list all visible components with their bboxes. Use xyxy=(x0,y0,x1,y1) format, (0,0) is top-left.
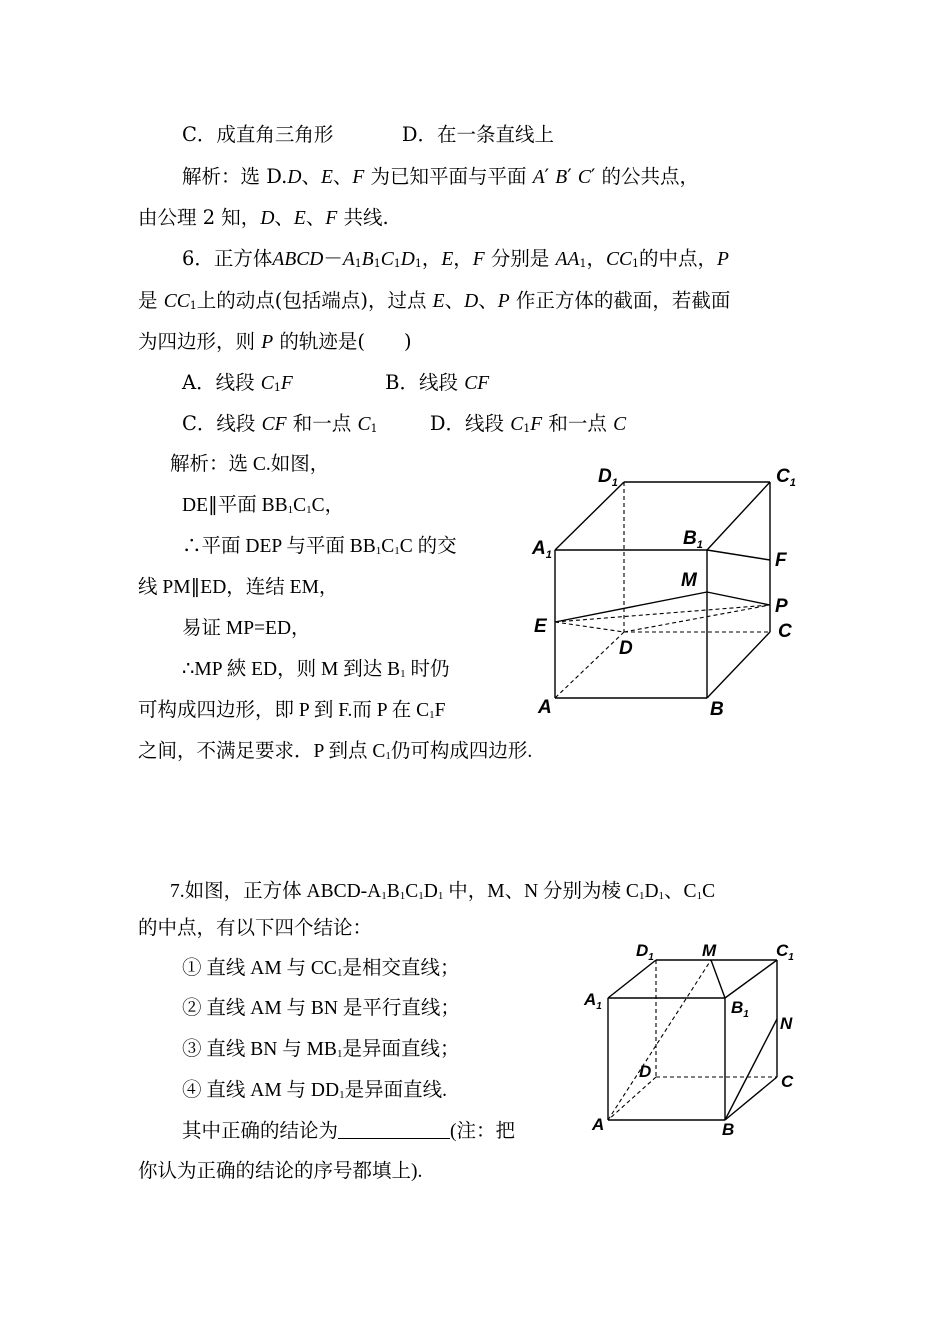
cube-1-edges xyxy=(555,482,770,698)
answer-blank[interactable] xyxy=(338,1120,450,1139)
q7-conclusion-4: ④ 直线 AM 与 $DD_1$是异面直线. xyxy=(182,1080,447,1101)
label-C1: $C_1$ xyxy=(776,466,796,489)
label-C: C xyxy=(781,1072,794,1091)
q6-solution-line4: 线 PM∥ED，连结 EM， xyxy=(138,577,339,598)
cube-2-hidden-edges xyxy=(608,960,777,1120)
q6-stem-line1: 6．正方体$ABCD-A_1B_1C_1D_1$，E，F 分别是 $AA_1$，$CC_1$的中点，P xyxy=(182,247,729,270)
label-A1: $A_1$ xyxy=(532,538,552,561)
label-B1: $B_1$ xyxy=(683,528,703,551)
q7-conclusion-1: ① 直线 AM 与 $CC_1$是相交直线； xyxy=(182,958,460,979)
label-C1: $C_1$ xyxy=(776,941,794,963)
cube-figure-1 xyxy=(525,455,815,725)
label-D: D xyxy=(639,1062,652,1081)
label-E: E xyxy=(534,616,547,637)
q6-options-cd xyxy=(182,411,626,442)
q7-conclusion-3: ③ 直线 BN 与 $MB_1$是异面直线； xyxy=(182,1039,460,1060)
label-A: A xyxy=(592,1115,605,1134)
q7-answer-line: 其中正确的结论为 (注：把 xyxy=(182,1121,516,1142)
q5-solution-label: 解析：选 D. xyxy=(182,165,288,188)
q6-solution-line3: ∴平面 DEP 与平面 $BB_1C_1C$ 的交 xyxy=(182,536,457,557)
q6-option-d: D．线段 $C_1F$ 和一点 C xyxy=(429,412,627,435)
q6-number: 6．正方体 xyxy=(182,247,273,270)
label-B: B xyxy=(710,699,724,720)
q6-solution-line7: 可构成四边形，即 P 到 F.而 P 在 $C_1F$ xyxy=(138,700,446,721)
q6-option-c: C．线段 CF 和一点 $C_1$ xyxy=(182,412,378,435)
label-P: P xyxy=(775,596,788,617)
cube-1-vertex-labels xyxy=(531,466,796,720)
label-F: F xyxy=(775,550,787,571)
label-B1: $B_1$ xyxy=(731,998,749,1020)
label-D1: $D_1$ xyxy=(636,941,654,963)
q6-option-b: B．线段 CF xyxy=(385,371,490,394)
q6-solution-line8: 之间，不满足要求．P 到点 $C_1$仍可构成四边形. xyxy=(138,741,533,762)
q7-stem-line2: 的中点，有以下四个结论： xyxy=(138,918,373,939)
cube-2-edges xyxy=(608,960,777,1120)
cube-figure-2 xyxy=(580,935,810,1140)
q5-option-d: D．在一条直线上 xyxy=(401,123,554,146)
q5-option-c: C．成直角三角形 xyxy=(182,123,334,146)
q7-stem-line1: 7.如图，正方体 ABCD-$A_1B_1C_1D_1$ 中，M、N 分别为棱 $C_1D_1$、$C_1C$ xyxy=(170,881,716,902)
label-A: A xyxy=(538,697,552,718)
q7-conclusion-2: ② 直线 AM 与 BN 是平行直线； xyxy=(182,998,460,1019)
q6-solution-line5: 易证 MP=ED， xyxy=(182,618,311,639)
q6-solution-line6: ∴MP 綊 ED，则 M 到达 $B_1$ 时仍 xyxy=(182,659,450,680)
label-D: D xyxy=(619,638,633,659)
label-M: M xyxy=(681,570,697,591)
label-D1: $D_1$ xyxy=(598,466,618,489)
q5-options-line xyxy=(182,122,554,148)
label-C: C xyxy=(778,621,792,642)
q6-option-a: A．线段 $C_1F$ xyxy=(182,371,293,394)
label-B: B xyxy=(722,1120,735,1139)
label-N: N xyxy=(780,1014,793,1033)
q6-solution-line2: DE∥平面 $BB_1C_1C$， xyxy=(182,495,345,516)
q6-stem-line3: 为四边形，则 P 的轨迹是( ) xyxy=(138,330,412,353)
q6-solution-line1: 解析：选 C.如图， xyxy=(170,454,330,475)
q5-solution-line1: 解析：选 D.D、E、F 为已知平面与平面 A′ B′ C′ 的公共点， xyxy=(182,165,700,188)
q6-stem-line2: 是 $CC_1$上的动点(包括端点)，过点 E、D、P 作正方体的截面，若截面 xyxy=(138,289,731,312)
label-A1: $A_1$ xyxy=(584,990,602,1012)
label-M: M xyxy=(702,941,717,960)
q6-options-ab xyxy=(182,370,489,401)
q5-solution-line2: 由公理 2 知，D、E、F 共线. xyxy=(138,206,389,229)
q7-answer-line2: 你认为正确的结论的序号都填上). xyxy=(138,1161,423,1182)
